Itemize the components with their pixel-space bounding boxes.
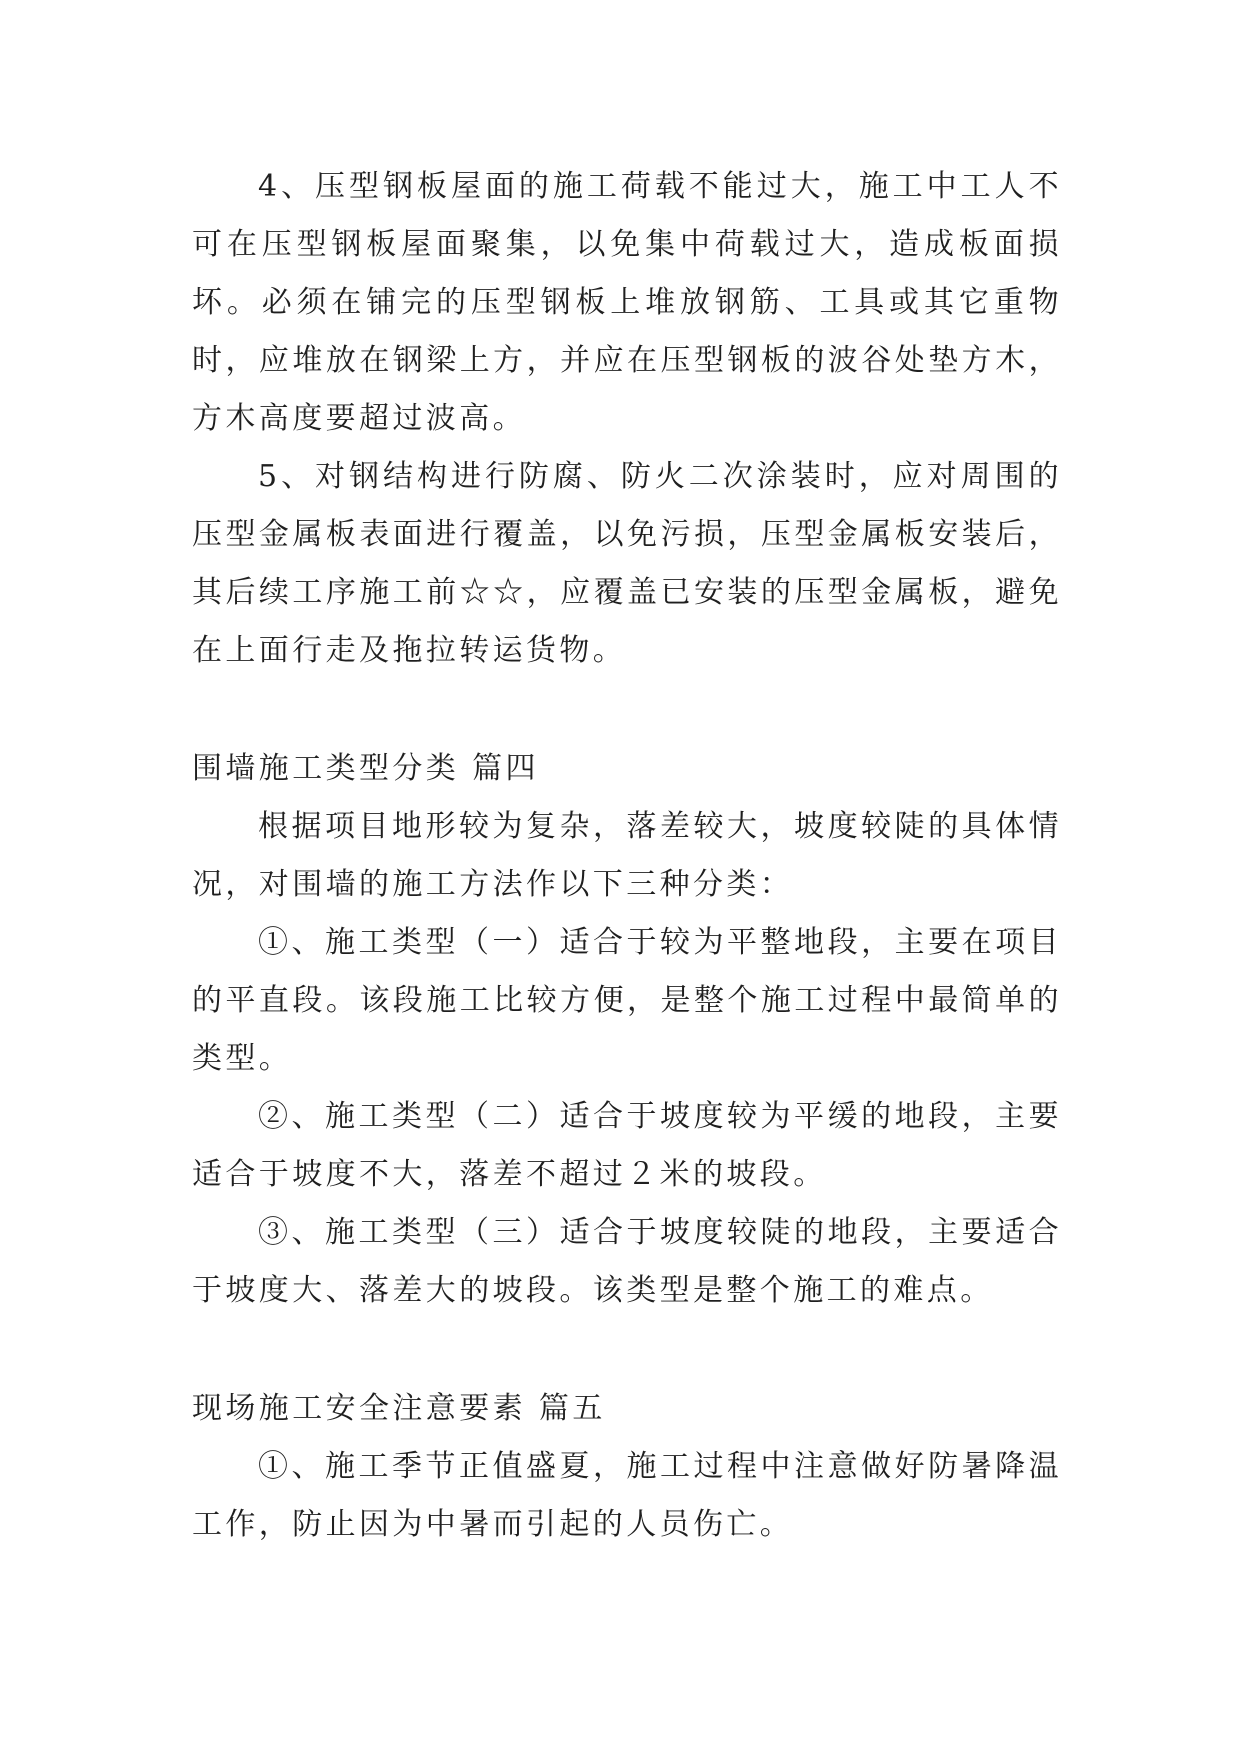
paragraph: ①、施工类型（一）适合于较为平整地段，主要在项目的平直段。该段施工比较方便，是整个施工过程中最简单的类型。 bbox=[192, 925, 1062, 1076]
paragraph: ①、施工季节正值盛夏，施工过程中注意做好防暑降温工作，防止因为中暑而引起的人员伤亡。 bbox=[192, 1449, 1062, 1542]
paragraph: 5、对钢结构进行防腐、防火二次涂装时，应对周围的压型金属板表面进行覆盖，以免污损，压型金属板安装后，其后续工序施工前☆☆，应覆盖已安装的压型金属板，避免在上面行走及拖拉转运货物。 bbox=[192, 459, 1062, 668]
paragraph: 4、压型钢板屋面的施工荷载不能过大，施工中工人不可在压型钢板屋面聚集，以免集中荷载过大，造成板面损坏。必须在铺完的压型钢板上堆放钢筋、工具或其它重物时，应堆放在钢梁上方，并应在压型钢板的波谷处垫方木，方木高度要超过波高。 bbox=[192, 169, 1062, 436]
section-heading: 围墙施工类型分类 篇四 bbox=[192, 751, 539, 786]
section-heading: 现场施工安全注意要素 篇五 bbox=[192, 1391, 606, 1426]
paragraph: ②、施工类型（二）适合于坡度较为平缓的地段，主要适合于坡度不大，落差不超过２米的坡段。 bbox=[192, 1099, 1062, 1192]
section-gap bbox=[192, 1320, 1062, 1380]
section-gap bbox=[192, 680, 1062, 740]
paragraph: ③、施工类型（三）适合于坡度较陡的地段，主要适合于坡度大、落差大的坡段。该类型是整个施工的难点。 bbox=[192, 1215, 1062, 1308]
document-body bbox=[192, 158, 1062, 1554]
paragraph: 根据项目地形较为复杂，落差较大，坡度较陡的具体情况，对围墙的施工方法作以下三种分类： bbox=[192, 809, 1062, 902]
